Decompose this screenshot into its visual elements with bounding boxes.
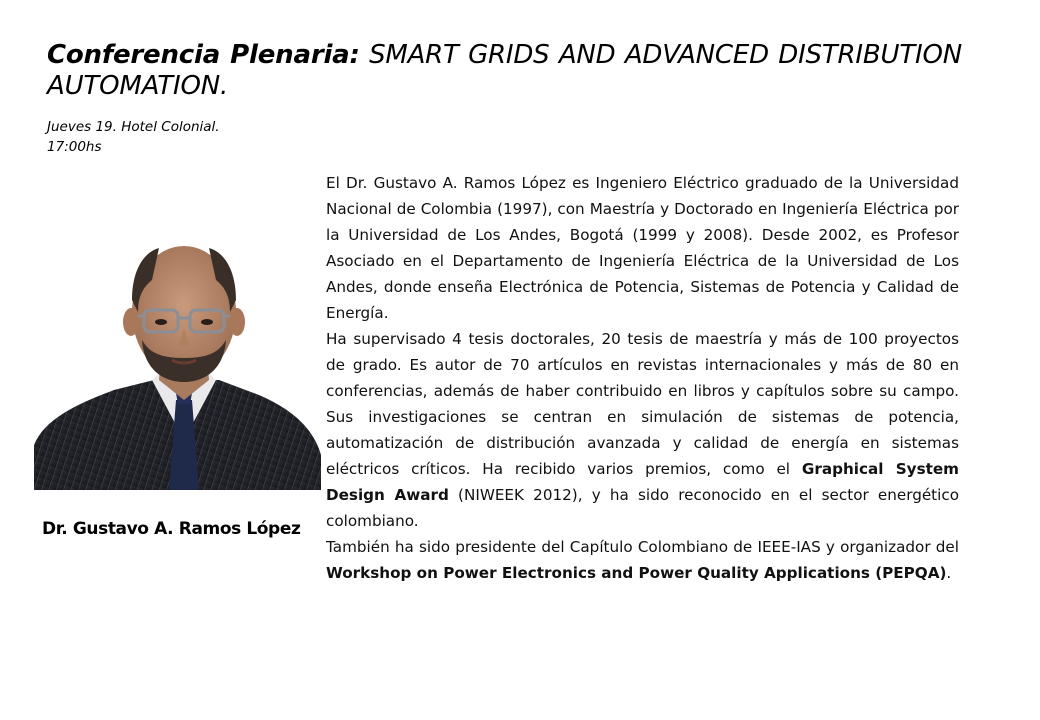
bio-paragraph-1: El Dr. Gustavo A. Ramos López es Ingeniero Eléctrico graduado de la Universidad Nacional de Colombia (1997), con Maestría y Doctorado en Ingeniería Eléctrica por la Universidad de Los Andes, Bogotá (1999 y 2008). Desde 2002, es Profesor Asociado en el Departamento de Ingeniería Eléctrica de la Universidad de Los Andes, donde enseña Electrónica de Potencia, Sistemas de Potencia y Calidad de Energía. bbox=[326, 174, 959, 322]
event-time: 17:00hs bbox=[47, 139, 102, 155]
bio-paragraph-2 bbox=[326, 326, 959, 534]
speaker-name: Dr. Gustavo A. Ramos López bbox=[42, 519, 301, 539]
bio-paragraph-3 bbox=[326, 534, 959, 586]
event-date-place: Jueves 19. Hotel Colonial. bbox=[47, 119, 220, 135]
bio-p3-text-a: También ha sido presidente del Capítulo Colombiano de IEEE-IAS y organizador del bbox=[326, 538, 959, 556]
speaker-photo bbox=[34, 240, 321, 490]
bio-p3-text-b: . bbox=[946, 564, 952, 582]
page-title bbox=[47, 40, 962, 102]
event-meta bbox=[47, 117, 220, 157]
bio-workshop: Workshop on Power Electronics and Power Quality Applications (PEPQA) bbox=[326, 564, 947, 582]
bio-p2-text-a: Ha supervisado 4 tesis doctorales, 20 tesis de maestría y más de 100 proyectos de grado. Es autor de 70 artículos en revistas internacionales y más de 80 en conferencias, además de haber contribuido en libros y capítulos sobre su campo. Sus investigaciones se centran en simulación de sistemas de potencia, automatización de distribución avanzada y calidad de energía en sistemas eléctricos críticos. Ha recibido varios premios, como el bbox=[326, 330, 959, 478]
title-label: Conferencia Plenaria: bbox=[47, 40, 360, 70]
speaker-bio bbox=[326, 170, 959, 586]
bio-p2-text-b: (NIWEEK 2012), y ha sido reconocido en el sector energético colombiano. bbox=[326, 486, 959, 530]
bio-award: Graphical System Design Award bbox=[326, 460, 959, 504]
title-topic: SMART GRIDS AND ADVANCED DISTRIBUTION AUTOMATION. bbox=[47, 40, 962, 102]
speaker-portrait-image bbox=[34, 240, 321, 490]
